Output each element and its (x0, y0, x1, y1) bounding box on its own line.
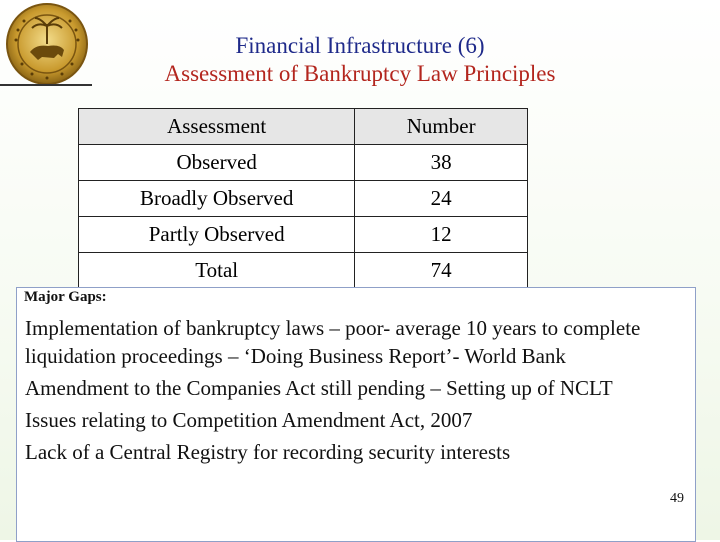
table-cell: Observed (79, 145, 355, 181)
table-cell: Total (79, 253, 355, 289)
table-header-assessment: Assessment (79, 109, 355, 145)
table-cell: 12 (355, 217, 528, 253)
assessment-table (78, 108, 528, 289)
table-row (79, 253, 528, 289)
table-row (79, 181, 528, 217)
table-cell: 38 (355, 145, 528, 181)
logo-underline (0, 84, 92, 86)
list-item: Issues relating to Competition Amendment Act, 2007 (25, 408, 473, 432)
table-row (79, 145, 528, 181)
table-cell: Partly Observed (79, 217, 355, 253)
list-item: Amendment to the Companies Act still pending – Setting up of NCLT (25, 376, 613, 400)
table-header-row (79, 109, 528, 145)
list-item: Lack of a Central Registry for recording security interests (25, 440, 511, 464)
table-cell: Broadly Observed (79, 181, 355, 217)
slide-title-line1: Financial Infrastructure (6) (235, 33, 485, 58)
table-cell: 24 (355, 181, 528, 217)
table-cell: 74 (355, 253, 528, 289)
page-number: 49 (670, 491, 684, 506)
major-gaps-list (25, 314, 695, 470)
bank-seal-icon (2, 2, 92, 90)
list-item: Implementation of bankruptcy laws – poor- average 10 years to complete liquidation proceedings – ‘Doing Business Report’- World Bank (25, 316, 641, 368)
table-row (79, 217, 528, 253)
table-header-number: Number (355, 109, 528, 145)
slide-title-line2: Assessment of Bankruptcy Law Principles (164, 61, 556, 86)
major-gaps-label: Major Gaps: (24, 289, 107, 305)
